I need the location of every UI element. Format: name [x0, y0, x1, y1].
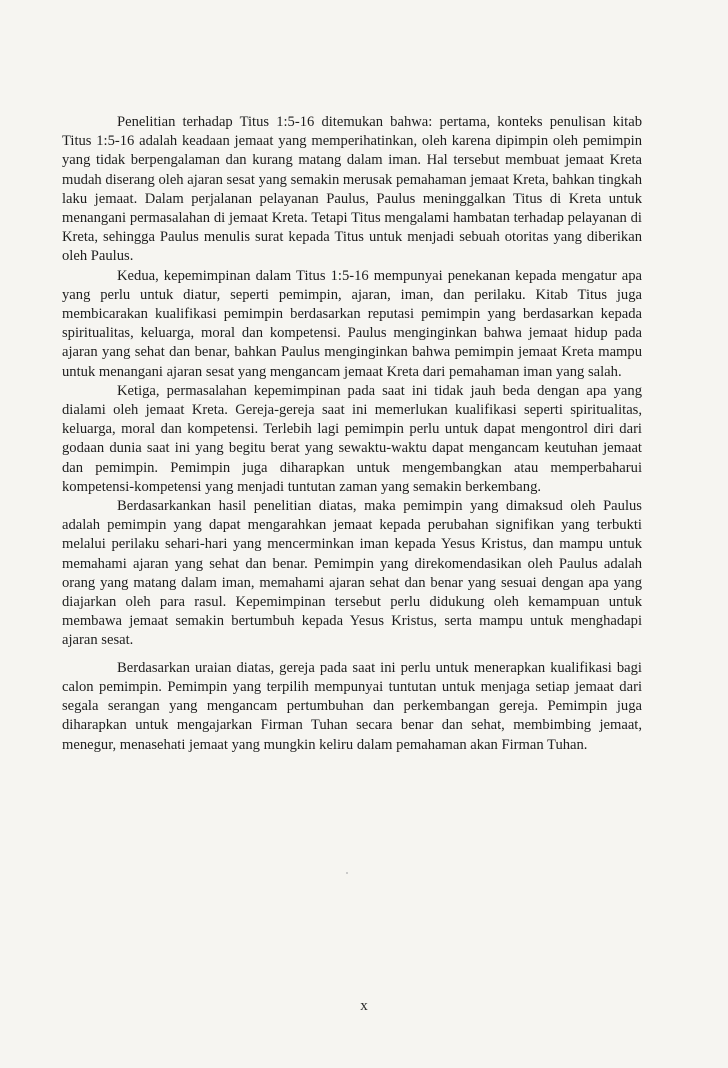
paragraph-2: Kedua, kepemimpinan dalam Titus 1:5-16 mempunyai penekanan kepada mengatur apa yang perlu untuk diatur, seperti pemimpin, ajaran, iman, dan perilaku. Kitab Titus juga membicarakan kualifikasi pemimpin berdasarkan reputasi pemimpin yang berdasarkan kepada spiritualitas, keluarga, moral dan kompetensi. Paulus menginginkan bahwa jemaat hidup pada ajaran yang sehat dan benar, bahkan Paulus menginginkan bahwa pemimpin jemaat Kreta mampu untuk menangani ajaran sesat yang mengancam jemaat Kreta dari pemahaman iman yang salah. [62, 267, 642, 380]
page-number: x [360, 998, 368, 1014]
paragraph-4: Berdasarkankan hasil penelitian diatas, maka pemimpin yang dimaksud oleh Paulus adalah pemimpin yang dapat mengarahkan jemaat kepada perubahan signifikan yang terbukti melalui perilaku sehari-hari yang mencerminkan iman kepada Yesus Kristus, dan mampu untuk memahami ajaran yang sehat dan benar. Pemimpin yang direkomendasikan oleh Paulus adalah orang yang matang dalam iman, memahami ajaran sehat dan benar yang sesuai dengan apa yang diajarkan oleh para rasul. Kepemimpinan tersebut perlu didukung oleh kemampuan untuk membawa jemaat semakin bertumbuh kepada Yesus Kristus, serta mampu untuk menghadapi ajaran sesat. [62, 498, 642, 649]
paragraph-5: Berdasarkan uraian diatas, gereja pada saat ini perlu untuk menerapkan kualifikasi bagi calon pemimpin. Pemimpin yang terpilih mempunyai tuntutan untuk menjaga setiap jemaat dari segala serangan yang mengancam pertumbuhan dan perkembangan gereja. Pemimpin juga diharapkan untuk mengajarkan Firman Tuhan secara benar dan sehat, membimbing jemaat, menegur, menasehati jemaat yang mungkin keliru dalam pemahaman akan Firman Tuhan. [62, 659, 642, 753]
paragraph-1: Penelitian terhadap Titus 1:5-16 ditemukan bahwa: pertama, konteks penulisan kitab Titus 1:5-16 adalah keadaan jemaat yang memperihatinkan, oleh karena dipimpin oleh pemimpin yang tidak berpengalaman dan kurang matang dalam iman. Hal tersebut membuat jemaat Kreta mudah diserang oleh ajaran sesat yang semakin merusak pemahaman jemaat Kreta, bahkan tingkah laku jemaat. Dalam perjalanan pelayanan Paulus, Paulus meninggalkan Titus di Kreta untuk menangani permasalahan di jemaat Kreta. Tetapi Titus mengalami hambatan terhadap pelayanan di Kreta, sehingga Paulus menulis surat kepada Titus untuk menjadi sebuah otoritas yang diberikan oleh Paulus. [62, 114, 642, 265]
scan-speck [346, 872, 348, 874]
paragraph-3: Ketiga, permasalahan kepemimpinan pada saat ini tidak jauh beda dengan apa yang dialami oleh jemaat Kreta. Gereja-gereja saat ini memerlukan kualifikasi seperti spiritualitas, keluarga, moral dan kompetensi. Terlebih lagi pemimpin perlu untuk dapat mengontrol diri dari godaan dunia saat ini yang begitu berat yang sewaktu-waktu dapat mengancam keutuhan jemaat dan pemimpin. Pemimpin juga diharapkan untuk mengembangkan atau memperbaharui kompetensi-kompetensi yang menjadi tuntutan zaman yang semakin berkembang. [62, 382, 642, 495]
body-text [62, 113, 642, 755]
